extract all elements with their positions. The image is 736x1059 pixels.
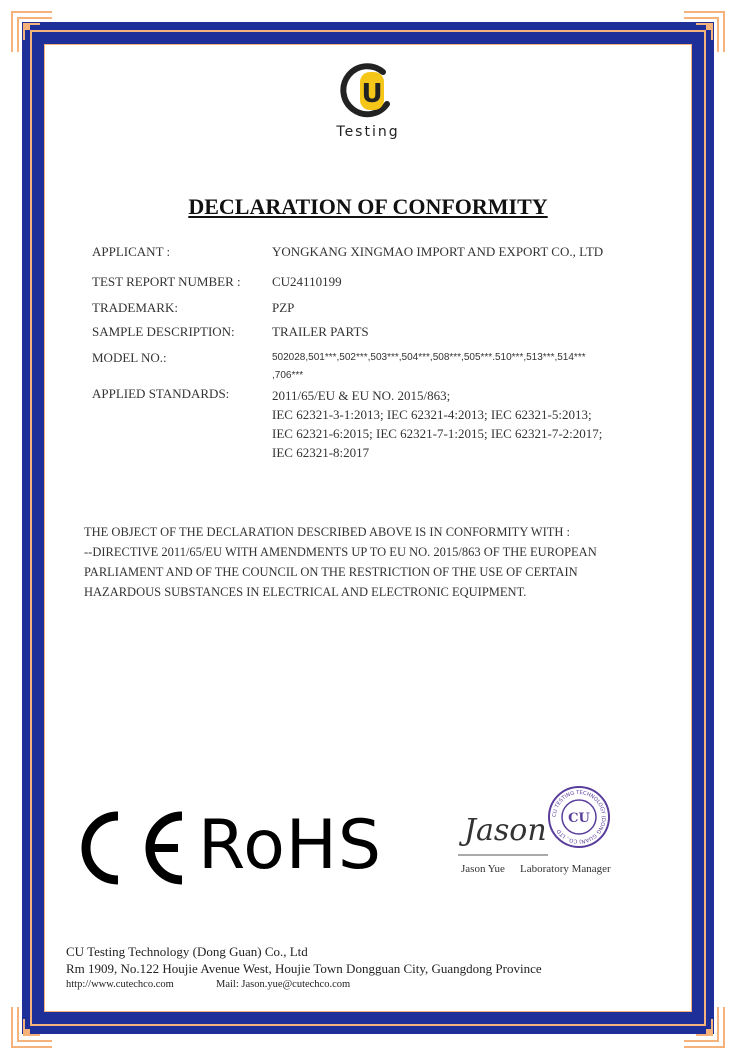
ce-mark-icon xyxy=(66,808,188,888)
rohs-mark: RoHS xyxy=(198,806,383,885)
signature xyxy=(456,800,556,860)
field-label: TRADEMARK: xyxy=(92,300,178,315)
standards-list xyxy=(272,386,602,462)
field-label: APPLIED STANDARDS: xyxy=(92,386,230,401)
conformity-statement xyxy=(84,522,664,602)
logo-text: Testing xyxy=(336,124,400,140)
footer xyxy=(66,944,542,992)
field-value: YONGKANG XINGMAO IMPORT AND EXPORT CO., LTD xyxy=(272,244,604,259)
cu-testing-logo xyxy=(318,60,418,150)
corner-ornament-bottom-left xyxy=(10,1005,54,1049)
corner-ornament-top-right xyxy=(682,10,726,54)
field-label: SAMPLE DESCRIPTION: xyxy=(92,324,235,339)
conformity-line: THE OBJECT OF THE DECLARATION DESCRIBED ABOVE IS IN CONFORMITY WITH : xyxy=(84,525,571,539)
logo-letter: U xyxy=(361,79,383,109)
corner-ornament-top-left xyxy=(10,10,54,54)
model-line-2: ,706*** xyxy=(272,370,304,381)
conformity-line: PARLIAMENT AND OF THE COUNCIL ON THE RESTRICTION OF THE USE OF CERTAIN xyxy=(84,565,578,579)
footer-address: Rm 1909, No.122 Houjie Avenue West, Houjie Town Dongguan City, Guangdong Province xyxy=(66,961,542,976)
field-value: PZP xyxy=(272,300,295,315)
standard-line: 2011/65/EU & EU NO. 2015/863; xyxy=(272,388,451,403)
footer-email[interactable]: Mail: Jason.yue@cutechco.com xyxy=(216,979,351,990)
corner-ornament-bottom-right xyxy=(682,1005,726,1049)
seal-ring-text: CU TESTING TECHNOLOGY (DONG GUAN) CO., LTD xyxy=(551,789,607,845)
footer-contact xyxy=(66,978,542,992)
signatory-name: Jason Yue xyxy=(461,863,505,875)
field-label: TEST REPORT NUMBER : xyxy=(92,274,241,289)
document-title: DECLARATION OF CONFORMITY xyxy=(188,194,548,219)
field-value: CU24110199 xyxy=(272,274,342,289)
company-seal-icon xyxy=(547,785,611,849)
standard-line: IEC 62321-6:2015; IEC 62321-7-1:2015; IEC 62321-7-2:2017; xyxy=(272,426,603,441)
conformity-line: HAZARDOUS SUBSTANCES IN ELECTRICAL AND ELECTRONIC EQUIPMENT. xyxy=(84,585,527,599)
field-label: APPLICANT : xyxy=(92,244,171,259)
footer-website-link[interactable]: http://www.cutechco.com xyxy=(66,979,174,990)
footer-company: CU Testing Technology (Dong Guan) Co., Ltd xyxy=(66,944,308,959)
standard-line: IEC 62321-8:2017 xyxy=(272,445,370,460)
signatory-title: Laboratory Manager xyxy=(520,863,611,875)
field-label: MODEL NO.: xyxy=(92,350,167,365)
signature-script: Jason xyxy=(464,813,547,848)
cu-logo-icon xyxy=(337,60,399,122)
model-line-1: 502028,501***,502***,503***,504***,508***,505***.510***,513***,514*** xyxy=(272,352,586,363)
seal-center-text: CU xyxy=(568,811,590,826)
field-value: TRAILER PARTS xyxy=(272,324,369,339)
conformity-line: --DIRECTIVE 2011/65/EU WITH AMENDMENTS UP TO EU NO. 2015/863 OF THE EUROPEAN xyxy=(84,545,597,559)
compliance-marks xyxy=(66,804,386,894)
standard-line: IEC 62321-3-1:2013; IEC 62321-4:2013; IEC 62321-5:2013; xyxy=(272,407,592,422)
